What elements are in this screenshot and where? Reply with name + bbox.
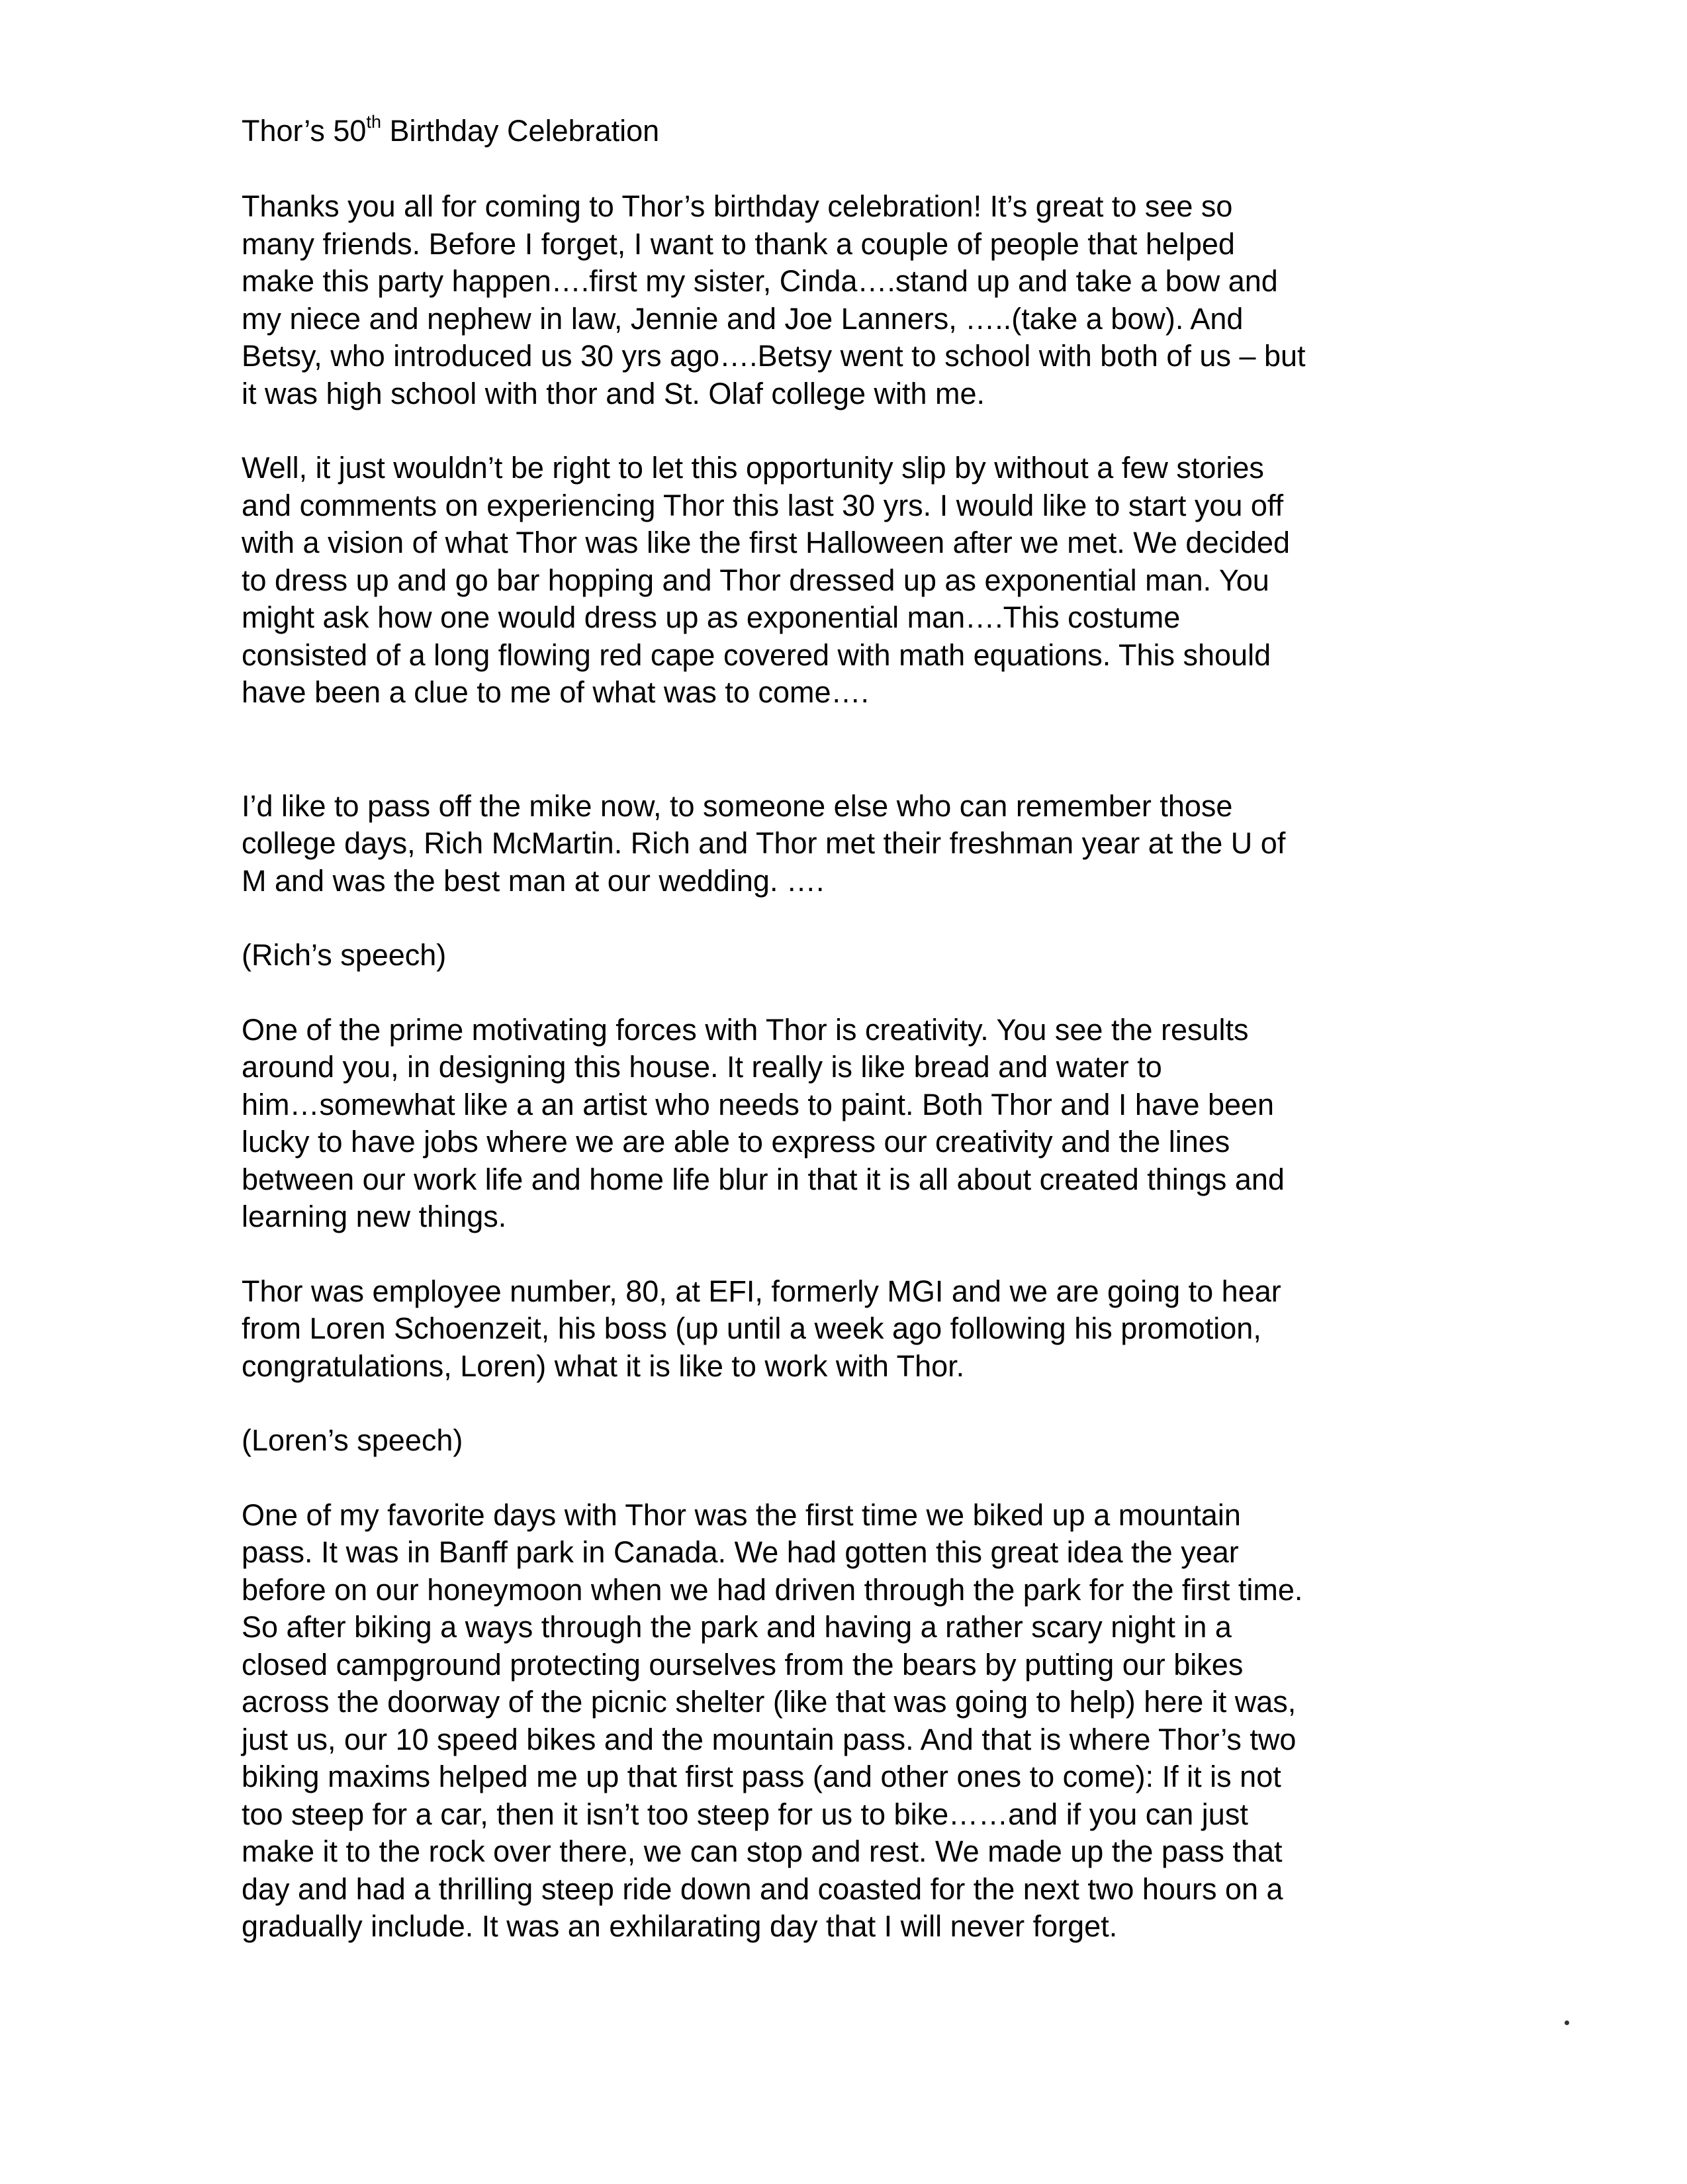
paragraph-banff: One of my favorite days with Thor was the first time we biked up a mountain pass. It was in Banff park in Canada. We had gotten this great idea the year before on our honeymoon when we had driven through the park for the first time. So after biking a ways through the park and having a rather scary night in a closed campground protecting ourselves from the bears by putting our bikes across the doorway of the picnic shelter (like that was going to help) here it was, just us, our 10 speed bikes and the mountain pass. And that is where Thor’s two biking maxims helped me up that first pass (and other ones to come): If it is not too steep for a car, then it isn’t too steep for us to bike……and if you can just make it to the rock over there, we can stop and rest. We made up the pass that day and had a thrilling steep ride down and coasted for the next two hours on a gradually include. It was an exhilarating day that I will never forget.	[242, 1497, 1303, 1943]
paragraph-creativity: One of the prime motivating forces with Thor is creativity. You see the results around you, in designing this house. It really is like bread and water to him…somewhat like a an artist who needs to paint. Both Thor and I have been lucky to have jobs where we are able to express our creativity and the lines between our work life and home life blur in that it is all about created things and learning new things.	[242, 1012, 1285, 1233]
paragraph-halloween: Well, it just wouldn’t be right to let this opportunity slip by without a few stories and comments on experiencing Thor this last 30 yrs. I would like to start you off with a vision of what Thor was like the first Halloween after we met. We decided to dress up and go bar hopping and Thor dressed up as exponential man. You might ask how one would dress up as exponential man….This costume consisted of a long flowing red cape covered with math equations. This should have been a clue to me of what was to come….	[242, 451, 1291, 709]
document-page	[242, 113, 1499, 1983]
document-title	[242, 113, 1499, 150]
speech-note-loren: (Loren’s speech)	[242, 1423, 463, 1457]
title-superscript: th	[366, 112, 381, 132]
paragraph-employee: Thor was employee number, 80, at EFI, formerly MGI and we are going to hear from Loren Schoenzeit, his boss (up until a week ago following his promotion, congratulations, Loren) what it is like to work with Thor.	[242, 1274, 1281, 1383]
scan-speck	[1565, 2020, 1569, 2025]
paragraph-thanks: Thanks you all for coming to Thor’s birthday celebration! It’s great to see so many friends. Before I forget, I want to thank a couple of people that helped make this party happen….first my sister, Cinda….stand up and take a bow and my niece and nephew in law, Jennie and Joe Lanners, …..(take a bow). And Betsy, who introduced us 30 yrs ago….Betsy went to school with both of us – but it was high school with thor and St. Olaf college with me.	[242, 189, 1306, 410]
paragraph-pass-mike: I’d like to pass off the mike now, to someone else who can remember those college days, Rich McMartin. Rich and Thor met their freshman year at the U of M and was the best man at our wedding. ….	[242, 788, 1286, 898]
title-suffix: Birthday Celebration	[381, 114, 660, 148]
title-prefix: Thor’s 50	[242, 114, 367, 148]
speech-note-rich: (Rich’s speech)	[242, 938, 447, 972]
